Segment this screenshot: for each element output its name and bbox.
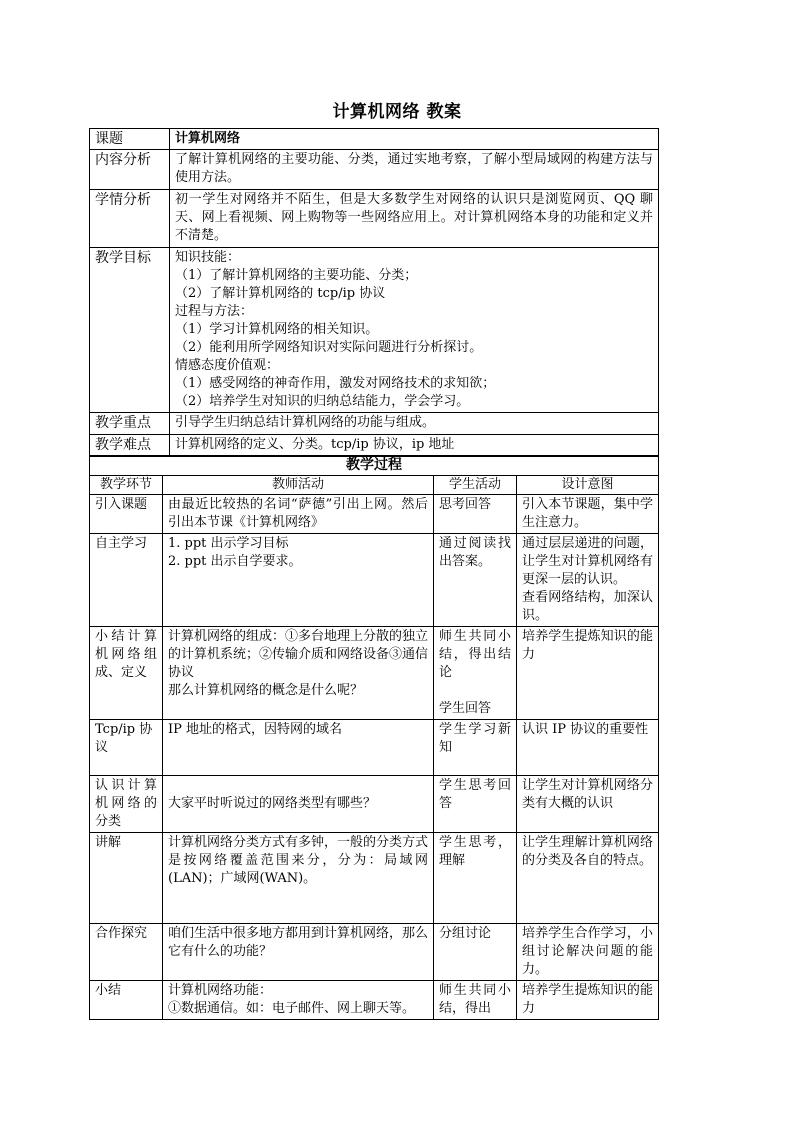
topic-value: 计算机网络 [170, 129, 659, 150]
student-line [439, 682, 511, 700]
difficult-label: 教学难点 [90, 435, 170, 457]
goals-line: （1）学习计算机网络的相关知识。 [175, 322, 379, 337]
teacher-line: 计算机网络功能： [168, 983, 273, 998]
teacher-cell: IP 地址的格式，因特网的域名 [163, 720, 434, 776]
stage-cell: 讲解 [90, 833, 163, 924]
stage-cell: 引入课题 [90, 495, 163, 534]
teacher-line: ①数据通信。如：电子邮件、网上聊天等。 [168, 1001, 416, 1016]
student-label: 学情分析 [90, 190, 170, 248]
student-cell [434, 627, 517, 720]
process-section-title: 教学过程 [90, 456, 659, 476]
process-table [89, 455, 659, 1020]
table-row [90, 776, 659, 833]
teacher-cell [163, 981, 434, 1020]
stage-cell: 自主学习 [90, 534, 163, 627]
student-value: 初一学生对网络并不陌生，但是大多数学生对网络的认识只是浏览网页、QQ 聊天、网上看视频、网上购物等一些网络应用上。对计算机网络本身的功能和定义并不清楚。 [170, 190, 659, 248]
lesson-info-table [89, 128, 659, 457]
table-row [90, 981, 659, 1020]
teacher-line: 那么计算机网络的概念是什么呢？ [168, 683, 364, 698]
intent-cell: 培养学生提炼知识的能力 [517, 981, 659, 1020]
goals-line: 情感态度价值观： [175, 358, 280, 373]
table-row [90, 720, 659, 776]
student-row [90, 190, 659, 248]
table-row [90, 924, 659, 981]
teacher-cell: 咱们生活中很多地方都用到计算机网络，那么它有什么的功能？ [163, 924, 434, 981]
teacher-cell [163, 534, 434, 627]
intent-line: 通过层层递进的问题，让学生对计算机网络有更深一层的认识。 [522, 536, 653, 587]
student-cell: 通过阅读找出答案。 [434, 534, 517, 627]
content-value: 了解计算机网络的主要功能、分类，通过实地考察，了解小型局域网的构建方法与使用方法。 [170, 150, 659, 190]
header-stage: 教学环节 [90, 476, 163, 495]
key-value: 引导学生归纳总结计算机网络的功能与组成。 [170, 413, 659, 435]
student-cell: 学生思考，理解 [434, 833, 517, 924]
goals-line: （1）了解计算机网络的主要功能、分类； [175, 268, 418, 283]
teacher-cell: 由最近比较热的名词“萨德”引出上网。然后引出本节课《计算机网络》 [163, 495, 434, 534]
key-label: 教学重点 [90, 413, 170, 435]
goals-line: 知识技能： [175, 250, 241, 265]
content-row [90, 150, 659, 190]
table-row [90, 495, 659, 534]
topic-row [90, 129, 659, 150]
goals-label: 教学目标 [90, 248, 170, 413]
intent-cell: 认识 IP 协议的重要性 [517, 720, 659, 776]
intent-line: 查看网络结构，加深认识。 [522, 590, 653, 623]
header-intent: 设计意图 [517, 476, 659, 495]
topic-label: 课题 [90, 129, 170, 150]
goals-row [90, 248, 659, 413]
teacher-cell: 计算机网络分类方式有多钟，一般的分类方式是按网络覆盖范围来分，分为：局域网(LAN)；广域网(WAN)。 [163, 833, 434, 924]
student-cell: 分组讨论 [434, 924, 517, 981]
stage-cell: 小结 [90, 981, 163, 1020]
process-header-row [90, 476, 659, 495]
goals-line: （2）了解计算机网络的 tcp/ip 协议 [175, 286, 386, 301]
teacher-line: 计算机网络的组成：①多台地理上分散的独立的计算机系统；②传输介质和网络设备③通信协议 [168, 629, 429, 680]
intent-cell: 培养学生提炼知识的能力 [517, 627, 659, 720]
teacher-line: 1. ppt 出示学习目标 [168, 536, 289, 551]
student-cell: 思考回答 [434, 495, 517, 534]
content-label: 内容分析 [90, 150, 170, 190]
difficult-value: 计算机网络的定义、分类。tcp/ip 协议，ip 地址 [170, 435, 659, 457]
header-student: 学生活动 [434, 476, 517, 495]
intent-cell: 培养学生合作学习，小组讨论解决问题的能力。 [517, 924, 659, 981]
goals-line: （2）能利用所学网络知识对实际问题进行分析探讨。 [175, 340, 483, 355]
stage-cell: 认识计算机网络的分类 [90, 776, 163, 833]
goals-line: 过程与方法： [175, 304, 254, 319]
intent-cell [517, 534, 659, 627]
goals-value [170, 248, 659, 413]
page-title: 计算机网络 教案 [332, 102, 462, 122]
student-line: 学生回答 [439, 701, 492, 716]
header-teacher: 教师活动 [163, 476, 434, 495]
table-row [90, 534, 659, 627]
intent-cell: 让学生对计算机网络分类有大概的认识 [517, 776, 659, 833]
table-row [90, 627, 659, 720]
student-cell: 学生学习新知 [434, 720, 517, 776]
goals-line: （2）培养学生对知识的归纳总结能力，学会学习。 [175, 394, 470, 409]
table-row [90, 833, 659, 924]
teacher-cell [163, 627, 434, 720]
student-cell: 学生思考回答 [434, 776, 517, 833]
intent-cell: 引入本节课题，集中学生注意力。 [517, 495, 659, 534]
student-cell: 师生共同小结，得出 [434, 981, 517, 1020]
key-row [90, 413, 659, 435]
difficult-row [90, 435, 659, 457]
teacher-line: 2. ppt 出示自学要求。 [168, 554, 302, 569]
stage-cell: Tcp/ip 协议 [90, 720, 163, 776]
stage-cell: 合作探究 [90, 924, 163, 981]
goals-line: （1）感受网络的神奇作用，激发对网络技术的求知欲； [175, 376, 496, 391]
student-line: 师生共同小结，得出结论 [439, 629, 511, 680]
intent-cell: 让学生理解计算机网络的分类及各自的特点。 [517, 833, 659, 924]
teacher-cell: 大家平时听说过的网络类型有哪些？ [163, 776, 434, 833]
stage-cell: 小结计算机网络组成、定义 [90, 627, 163, 720]
